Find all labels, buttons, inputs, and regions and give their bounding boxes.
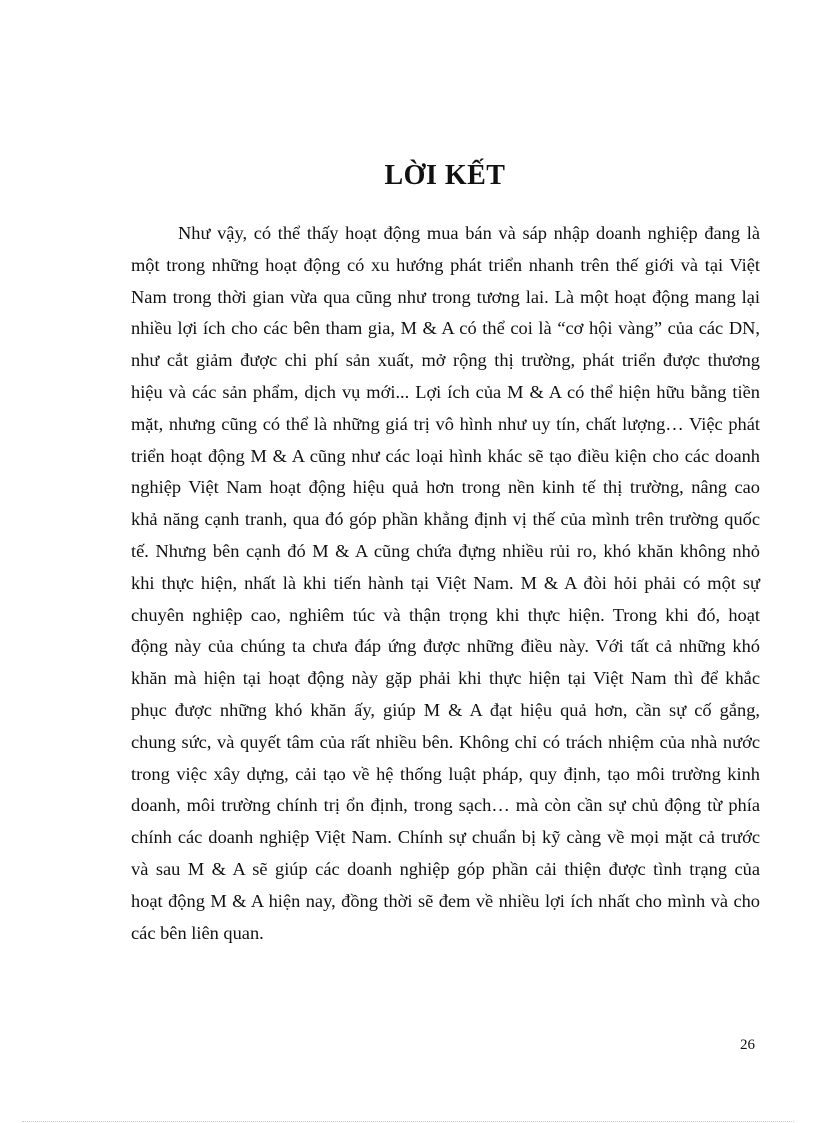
paragraph-line: triển hoạt động M & A cũng như các loại hình khác sẽ tạo điều kiện cho các doanh bbox=[131, 445, 760, 466]
paragraph-line: Như vậy, có thể thấy hoạt động mua bán và sáp nhập doanh nghiệp đang là bbox=[178, 223, 760, 243]
paragraph-line: hoạt động M & A hiện nay, đồng thời sẽ đem về nhiều lợi ích nhất cho mình và cho bbox=[131, 890, 760, 911]
paragraph-line: và sau M & A sẽ giúp các doanh nghiệp góp phần cải thiện được tình trạng của bbox=[131, 858, 760, 879]
page-bottom-divider bbox=[22, 1121, 794, 1122]
paragraph-line: doanh, môi trường chính trị ổn định, trong sạch… mà còn cần sự chủ động từ phía bbox=[131, 795, 760, 816]
paragraph-line: phục được những khó khăn ấy, giúp M & A đạt hiệu quả hơn, cần sự cố gắng, bbox=[131, 699, 760, 720]
paragraph-line: trong việc xây dựng, cải tạo về hệ thống luật pháp, quy định, tạo môi trường kinh bbox=[131, 763, 760, 784]
paragraph-line: nhiều lợi ích cho các bên tham gia, M & A có thể coi là “cơ hội vàng” của các DN, bbox=[131, 318, 760, 339]
body-paragraph bbox=[131, 218, 760, 949]
paragraph-line: khăn mà hiện tại hoạt động này gặp phải khi thực hiện tại Việt Nam thì để khắc bbox=[131, 668, 760, 689]
paragraph-line: khi thực hiện, nhất là khi tiến hành tại Việt Nam. M & A đòi hỏi phải có một sự bbox=[131, 572, 760, 593]
page-title: LỜI KẾT bbox=[384, 160, 506, 191]
paragraph-line: tế. Nhưng bên cạnh đó M & A cũng chứa đựng nhiều rủi ro, khó khăn không nhỏ bbox=[131, 540, 760, 561]
paragraph-line: mặt, nhưng cũng có thể là những giá trị vô hình như uy tín, chất lượng… Việc phát bbox=[131, 413, 760, 434]
paragraph-line: các bên liên quan. bbox=[131, 922, 264, 943]
paragraph-line: chung sức, và quyết tâm của rất nhiều bên. Không chỉ có trách nhiệm của nhà nước bbox=[131, 731, 760, 752]
paragraph-line: hiệu và các sản phẩm, dịch vụ mới... Lợi ích của M & A có thể hiện hữu bằng tiền bbox=[131, 381, 760, 402]
paragraph-line: khả năng cạnh tranh, qua đó góp phần khẳng định vị thế của mình trên trường quốc bbox=[131, 509, 760, 530]
paragraph-line: như cắt giảm được chi phí sản xuất, mở rộng thị trường, phát triển được thương bbox=[131, 350, 760, 371]
paragraph-line: nghiệp Việt Nam hoạt động hiệu quả hơn trong nền kinh tế thị trường, nâng cao bbox=[131, 477, 760, 498]
page-number: 26 bbox=[740, 1037, 755, 1053]
paragraph-line: một trong những hoạt động có xu hướng phát triển nhanh trên thế giới và tại Việt bbox=[131, 254, 760, 275]
paragraph-line: Nam trong thời gian vừa qua cũng như trong tương lai. Là một hoạt động mang lại bbox=[131, 286, 760, 307]
paragraph-line: chính các doanh nghiệp Việt Nam. Chính sự chuẩn bị kỹ càng về mọi mặt cả trước bbox=[131, 827, 760, 848]
paragraph-line: chuyên nghiệp cao, nghiêm túc và thận trọng khi thực hiện. Trong khi đó, hoạt bbox=[131, 604, 760, 625]
paragraph-line: động này của chúng ta chưa đáp ứng được những điều này. Với tất cả những khó bbox=[131, 636, 760, 657]
